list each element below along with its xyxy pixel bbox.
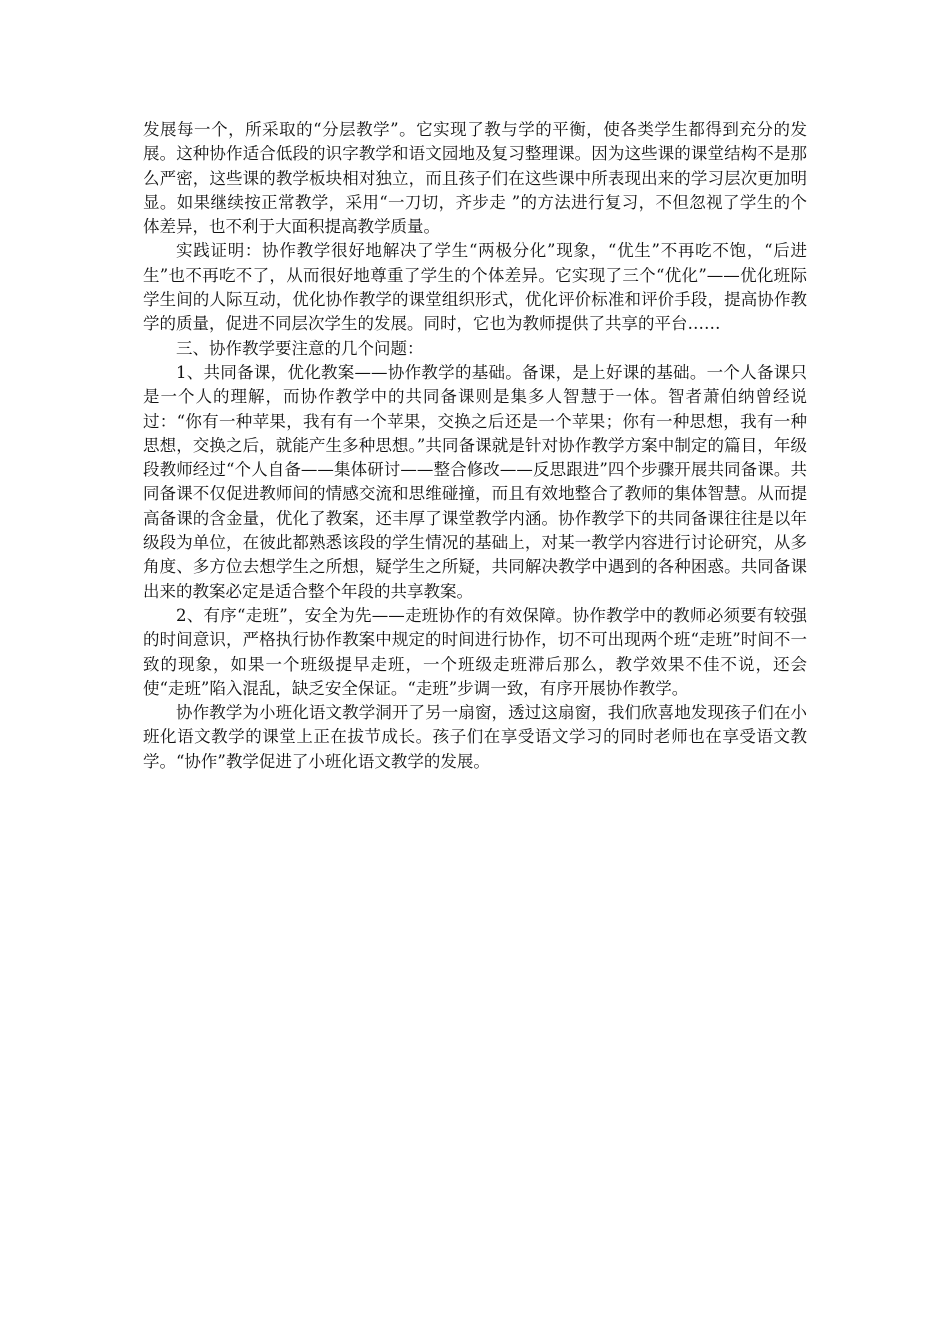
document-page xyxy=(143,118,807,774)
paragraph-shared-lesson-prep: 1、共同备课，优化教案——协作教学的基础。备课，是上好课的基础。一个人备课只是一个人的理解，而协作教学中的共同备课则是集多人智慧于一体。智者萧伯纳曾经说过：“你有一种苹果，我有有一个苹果，交换之后还是一个苹果；你有一种思想，我有一种思想，交换之后，就能产生多种思想。”共同备课就是针对协作教学方案中制定的篇目，年级段教师经过“个人自备——集体研讨——整合修改——反思跟进”四个步骤开展共同备课。共同备课不仅促进教师间的情感交流和思维碰撞，而且有效地整合了教师的集体智慧。从而提高备课的含金量，优化了教案，还丰厚了课堂教学内涵。协作教学下的共同备课往往是以年级段为单位，在彼此都熟悉该段的学生情况的基础上，对某一教学内容进行讨论研究，从多角度、多方位去想学生之所想，疑学生之所疑，共同解决教学中遇到的各种困惑。共同备课出来的教案必定是适合整个年段的共享教案。 xyxy=(143,362,807,601)
paragraph-conclusion: 协作教学为小班化语文教学洞开了另一扇窗，透过这扇窗，我们欣喜地发现孩子们在小班化语文教学的课堂上正在拔节成长。孩子们在享受语文学习的同时老师也在享受语文教学。“协作”教学促进了小班化语文教学的发展。 xyxy=(143,703,807,771)
paragraph-orderly-class-switching: 2、有序“走班”，安全为先——走班协作的有效保障。协作教学中的教师必须要有较强的时间意识，严格执行协作教案中规定的时间进行协作，切不可出现两个班“走班”时间不一致的现象，如果一个班级提早走班，一个班级走班滞后那么，教学效果不佳不说，还会使“走班”陷入混乱，缺乏安全保证。“走班”步调一致，有序开展协作教学。 xyxy=(143,605,807,698)
paragraph-continuation: 发展每一个，所采取的“分层教学”。它实现了教与学的平衡，使各类学生都得到充分的发展。这种协作适合低段的识字教学和语文园地及复习整理课。因为这些课的课堂结构不是那么严密，这些课的教学板块相对独立，而且孩子们在这些课中所表现出来的学习层次更加明显。如果继续按正常教学，采用“一刀切，齐步走 ”的方法进行复习，不但忽视了学生的个体差异，也不利于大面积提高教学质量。 xyxy=(143,120,807,237)
section-heading: 三、协作教学要注意的几个问题： xyxy=(176,338,424,358)
paragraph-practice-proof: 实践证明：协作教学很好地解决了学生“两极分化”现象，“优生”不再吃不饱，“后进生”也不再吃不了，从而很好地尊重了学生的个体差异。它实现了三个“优化”——优化班际学生间的人际互动，优化协作教学的课堂组织形式，优化评价标准和评价手段，提高协作教学的质量，促进不同层次学生的发展。同时，它也为教师提供了共享的平台…… xyxy=(143,241,807,334)
